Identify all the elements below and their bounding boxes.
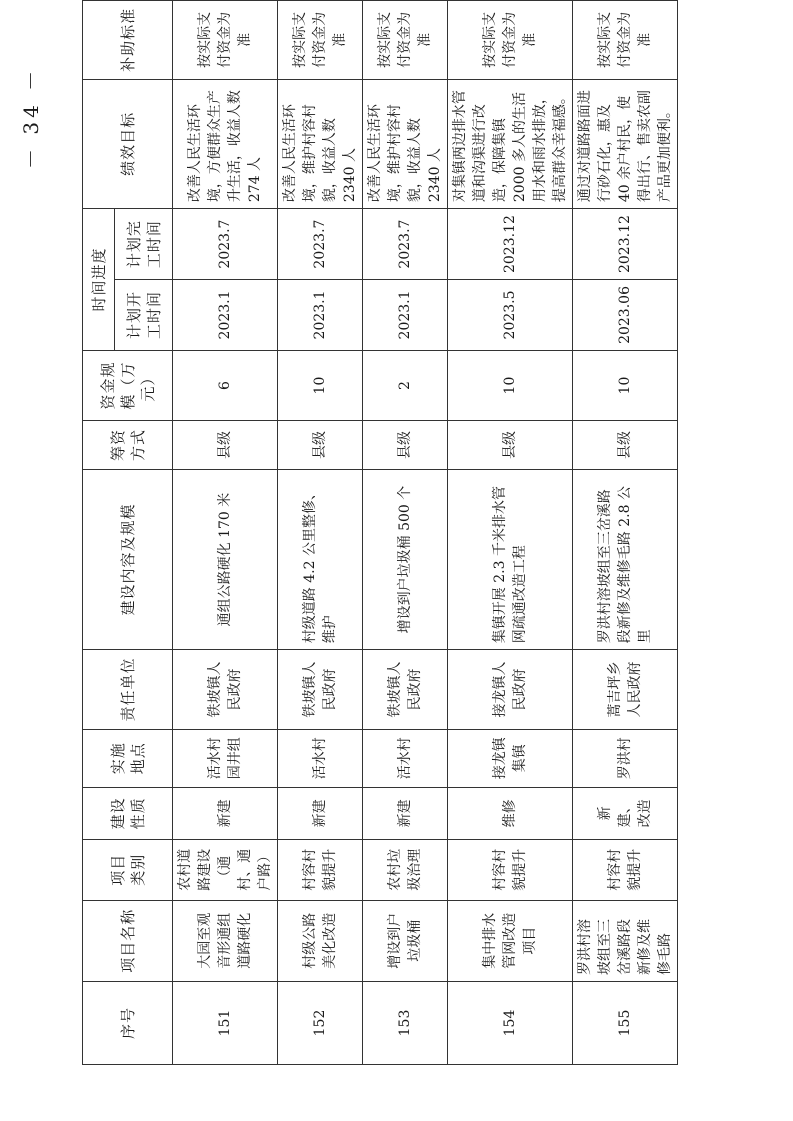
cell-name: 集中排水管网改造项目 (448, 900, 573, 981)
cell-goal: 改善人民生活环境，维护村容村貌，收益人数 2340 人 (363, 79, 448, 208)
cell-category: 农村道路建设（通村、通户路） (173, 839, 278, 900)
cell-end: 2023.7 (173, 209, 278, 280)
cell-nature: 新建 (363, 787, 448, 839)
cell-unit: 铁坡镇人民政府 (278, 650, 363, 730)
cell-seq: 151 (173, 981, 278, 1064)
cell-location: 接龙镇集镇 (448, 729, 573, 787)
cell-goal: 对集镇两边排水管道和沟渠进行改造，保障集镇 2000 多人的生活用水和雨水排放，提高群众幸福感。 (448, 79, 573, 208)
cell-start: 2023.1 (278, 280, 363, 351)
cell-unit: 铁坡镇人民政府 (173, 650, 278, 730)
cell-content: 通组公路硬化 170 米 (173, 469, 278, 649)
cell-location: 活水村 (363, 729, 448, 787)
cell-funding: 县级 (448, 421, 573, 470)
cell-category: 村容村貌提升 (278, 839, 363, 900)
header-funding: 筹资方式 (83, 421, 173, 470)
cell-name: 大园至观音形通组道路硬化 (173, 900, 278, 981)
cell-funding: 县级 (278, 421, 363, 470)
cell-subsidy: 按实际支付资金为准 (278, 1, 363, 80)
cell-start: 2023.06 (573, 280, 678, 351)
cell-category: 村容村貌提升 (573, 839, 678, 900)
cell-funding: 县级 (173, 421, 278, 470)
cell-start: 2023.5 (448, 280, 573, 351)
cell-nature: 新建 (173, 787, 278, 839)
page-number: － 34 － (19, 66, 43, 169)
cell-scale: 10 (278, 350, 363, 420)
cell-category: 村容村貌提升 (448, 839, 573, 900)
cell-scale: 6 (173, 350, 278, 420)
cell-name: 村级公路美化改造 (278, 900, 363, 981)
header-start: 计划开工时间 (115, 280, 173, 351)
header-row (83, 1, 115, 1065)
cell-goal: 通过对道路路面进行砂石化，惠及 40 余户村民，使得出行、售卖农副产品更加便利。 (573, 79, 678, 208)
table-row (448, 1, 573, 1065)
cell-seq: 153 (363, 981, 448, 1064)
cell-subsidy: 按实际支付资金为准 (448, 1, 573, 80)
cell-funding: 县级 (573, 421, 678, 470)
project-table (82, 0, 678, 1065)
header-seq: 序号 (83, 981, 173, 1064)
table-row (278, 1, 363, 1065)
cell-goal: 改善人民生活环境，维护村容村貌，收益人数 2340 人 (278, 79, 363, 208)
cell-location: 活水村园井组 (173, 729, 278, 787)
cell-subsidy: 按实际支付资金为准 (573, 1, 678, 80)
cell-name: 增设到户垃圾桶 (363, 900, 448, 981)
cell-location: 罗洪村 (573, 729, 678, 787)
cell-scale: 2 (363, 350, 448, 420)
cell-content: 增设到户垃圾桶 500 个 (363, 469, 448, 649)
header-goal: 绩效目标 (83, 79, 173, 208)
header-schedule: 时间进度 (83, 209, 115, 351)
cell-seq: 155 (573, 981, 678, 1064)
header-subsidy: 补助标准 (83, 1, 173, 80)
header-nature: 建设性质 (83, 787, 173, 839)
cell-seq: 154 (448, 981, 573, 1064)
table-row (363, 1, 448, 1065)
cell-end: 2023.7 (278, 209, 363, 280)
header-scale: 资金规模（万元） (83, 350, 173, 420)
header-content: 建设内容及规模 (83, 469, 173, 649)
header-name: 项目名称 (83, 900, 173, 981)
cell-content: 集镇开展 2.3 千米排水管网疏通改造工程 (448, 469, 573, 649)
cell-funding: 县级 (363, 421, 448, 470)
cell-category: 农村垃圾治理 (363, 839, 448, 900)
cell-subsidy: 按实际支付资金为准 (363, 1, 448, 80)
cell-name: 罗洪村溶坡组至三岔溪路段新修及维修毛路 (573, 900, 678, 981)
cell-seq: 152 (278, 981, 363, 1064)
cell-start: 2023.1 (173, 280, 278, 351)
header-category: 项目类别 (83, 839, 173, 900)
header-end: 计划完工时间 (115, 209, 173, 280)
table-row (173, 1, 278, 1065)
cell-subsidy: 按实际支付资金为准 (173, 1, 278, 80)
header-location: 实施地点 (83, 729, 173, 787)
cell-end: 2023.7 (363, 209, 448, 280)
cell-unit: 蒿吉坪乡人民政府 (573, 650, 678, 730)
cell-location: 活水村 (278, 729, 363, 787)
cell-nature: 维修 (448, 787, 573, 839)
cell-scale: 10 (448, 350, 573, 420)
cell-content: 村级道路 4.2 公里整修、维护 (278, 469, 363, 649)
cell-start: 2023.1 (363, 280, 448, 351)
cell-goal: 改善人民生活环境，方便群众生产升生活，收益人数 274 人 (173, 79, 278, 208)
cell-end: 2023.12 (573, 209, 678, 280)
cell-content: 罗洪村溶坡组至三岔溪路段新修及维修毛路 2.8 公里 (573, 469, 678, 649)
cell-nature: 新建、改造 (573, 787, 678, 839)
cell-nature: 新建 (278, 787, 363, 839)
header-unit: 责任单位 (83, 650, 173, 730)
cell-scale: 10 (573, 350, 678, 420)
cell-end: 2023.12 (448, 209, 573, 280)
table-row (573, 1, 678, 1065)
cell-unit: 铁坡镇人民政府 (363, 650, 448, 730)
cell-unit: 接龙镇人民政府 (448, 650, 573, 730)
